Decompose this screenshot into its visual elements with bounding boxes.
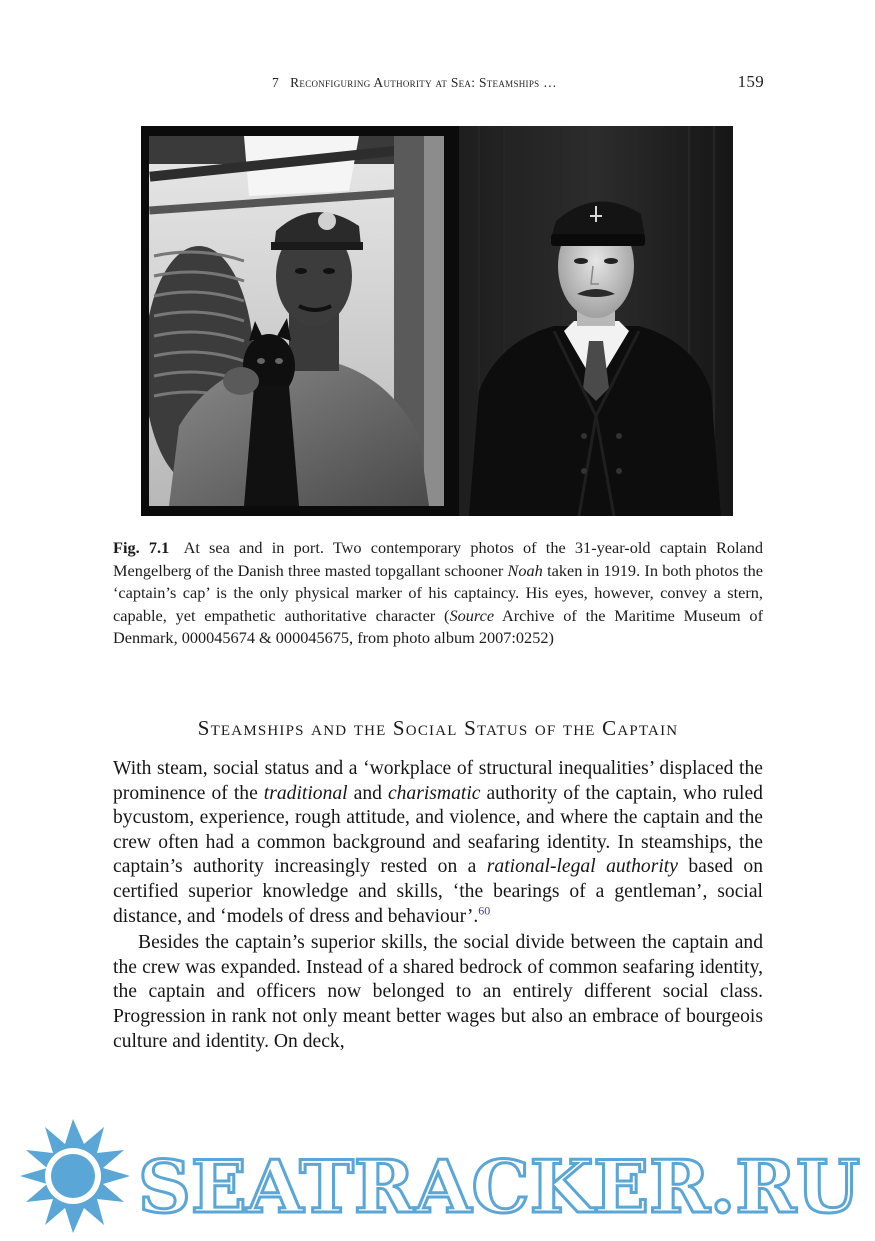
- p1-emphasis-charismatic: charismatic: [387, 782, 481, 804]
- figure-photos: [141, 126, 733, 516]
- ship-name: Noah: [507, 560, 543, 580]
- photo-captain-in-port-image: [459, 126, 733, 516]
- paragraph-2: Besides the captain’s superior skills, the social divide between the captain and the crew was expanded. Instead of a shared bedrock of common seafaring identity, the captain and officers now belonged to an entirely different social class. Progression in rank not only meant better wages but also an embrace of bourgeois culture and identity. On deck,: [113, 932, 763, 1052]
- chapter-number: 7: [272, 75, 280, 90]
- photo-captain-at-sea-image: [149, 136, 444, 506]
- paragraph-1: [113, 757, 763, 929]
- watermark-graphic: [0, 1112, 875, 1241]
- page-number: 159: [737, 72, 764, 91]
- footnote-ref-60[interactable]: 60: [478, 903, 491, 918]
- figure-label: Fig. 7.1: [113, 538, 170, 557]
- running-head-chapter: [272, 75, 557, 91]
- source-label: Source: [449, 605, 495, 625]
- p1-text-3: authority of the captain, who ruled bycustom, experience, rough attitude, and violence, and where the captain and the crew often had a common background and seafaring identity. In steamships, the captain’s authority increasingly rested on a: [113, 782, 763, 878]
- running-head: [272, 72, 764, 92]
- p1-text-2: and: [347, 782, 388, 804]
- section-heading: Steamships and the Social Status of the Captain: [197, 716, 679, 740]
- p1-emphasis-traditional: traditional: [263, 782, 348, 804]
- caption-text-3: Archive of the Maritime Museum of Denmark, 000045674 & 000045675, from photo album 2007:0252): [113, 605, 763, 647]
- p1-emphasis-rational-legal: rational-legal authority: [486, 856, 678, 878]
- chapter-title: Reconfiguring Authority at Sea: Steamships …: [290, 75, 557, 90]
- watermark: [0, 1112, 875, 1241]
- caption-text-1: At sea and in port. Two contemporary photos of the 31-year-old captain Roland Mengelberg of the Danish three masted topgallant schooner: [113, 538, 763, 580]
- photo-captain-in-port: [459, 126, 733, 516]
- body-text: [113, 757, 763, 1054]
- watermark-text: SEATRACKER.RU: [138, 1144, 860, 1229]
- p1-text-1: With steam, social status and a ‘workplace of structural inequalities’ displaced the prominence of the: [113, 758, 763, 804]
- sun-icon: [20, 1119, 130, 1233]
- photo-captain-at-sea: [149, 136, 444, 506]
- p1-text-4: based on certified superior knowledge and skills, ‘the bearings of a gentleman’, social distance, and ‘models of dress and behaviour’.: [113, 856, 763, 927]
- figure-caption: [113, 537, 763, 650]
- caption-text-2: taken in 1919. In both photos the ‘captain’s cap’ is the only physical marker of his captaincy. His eyes, however, convey a stern, capable, yet empathetic authoritative character (: [113, 560, 763, 625]
